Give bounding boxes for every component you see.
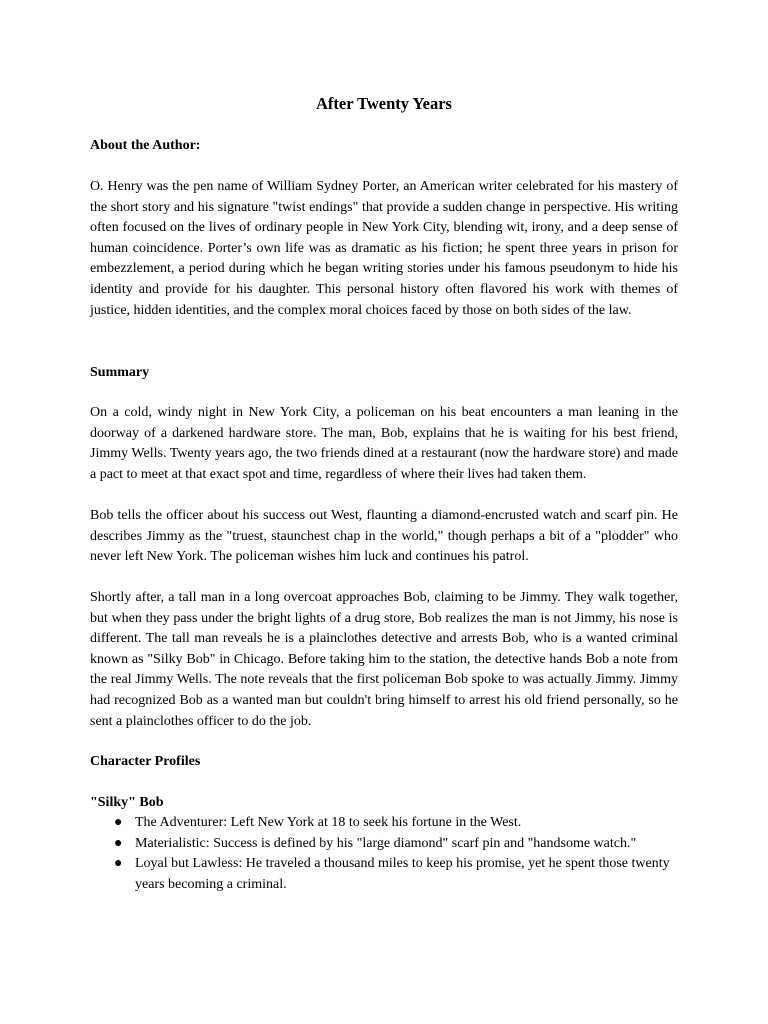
summary-paragraph-1: On a cold, windy night in New York City, a policeman on his beat encounters a man leaning in the doorway of a darkened hardware store. The man, Bob, explains that he is waiting for his best friend, Jimmy Wells. Twenty years ago, the two friends dined at a restaurant (now the hardware store) and made a pact to meet at that exact spot and time, regardless of where their lives had taken them. (90, 405, 678, 482)
summary-paragraph-2: Shortly after, a tall man in a long overcoat approaches Bob, claiming to be Jimmy. They walk together, but when they pass under the bright lights of a drug store, Bob realizes the man is not Jimmy, his nose is different. The tall man reveals he is a plainclothes detective and arrests Bob, who is a wanted criminal known as "Silky Bob" in Chicago. Before taking him to the station, the detective hands Bob a note from the real Jimmy Wells. The note reveals that the first policeman Bob spoke to was actually Jimmy. Jimmy had recognized Bob as a wanted man but couldn't bring himself to arrest his old friend personally, so he sent a plainclothes officer to do the job. (90, 590, 678, 729)
character-profiles-heading: Character Profiles (90, 754, 201, 769)
bullet-icon: ● (114, 856, 123, 872)
summary-paragraph-1-continued: Bob tells the officer about his success out West, flaunting a diamond-encrusted watch and scarf pin. He describes Jimmy as the "truest, staunchest chap in the world," though perhaps a bit of a "plodder" who never left New York. The policeman wishes him luck and continues his patrol. (90, 508, 678, 565)
trait-text: The Adventurer: Left New York at 18 to seek his fortune in the West. (135, 815, 522, 830)
silky-bob-traits-list (90, 813, 678, 895)
bullet-icon: ● (114, 835, 123, 851)
about-author-paragraph: O. Henry was the pen name of William Sydney Porter, an American writer celebrated for his mastery of the short story and his signature "twist endings" that provide a sudden change in perspective. His writing often focused on the lives of ordinary people in New York City, blending wit, irony, and a deep sense of human coincidence. Porter’s own life was as dramatic as his fiction; he spent three years in prison for embezzlement, a period during which he began writing stories under his famous pseudonym to hide his identity and provide for his daughter. This personal history often flavored his work with themes of justice, hidden identities, and the complex moral choices faced by those on both sides of the law. (90, 179, 678, 318)
about-author-heading: About the Author: (90, 138, 201, 153)
list-item (90, 854, 678, 895)
trait-text: Loyal but Lawless: He traveled a thousand miles to keep his promise, yet he spent those twenty years becoming a criminal. (135, 856, 670, 892)
bullet-icon: ● (114, 815, 123, 830)
summary-heading: Summary (90, 365, 150, 380)
list-item (90, 834, 678, 855)
document-title: After Twenty Years (316, 94, 452, 113)
silky-bob-heading: "Silky" Bob (90, 795, 164, 810)
trait-text: Materialistic: Success is defined by his "large diamond" scarf pin and "handsome watch." (135, 835, 637, 851)
list-item (90, 813, 678, 834)
